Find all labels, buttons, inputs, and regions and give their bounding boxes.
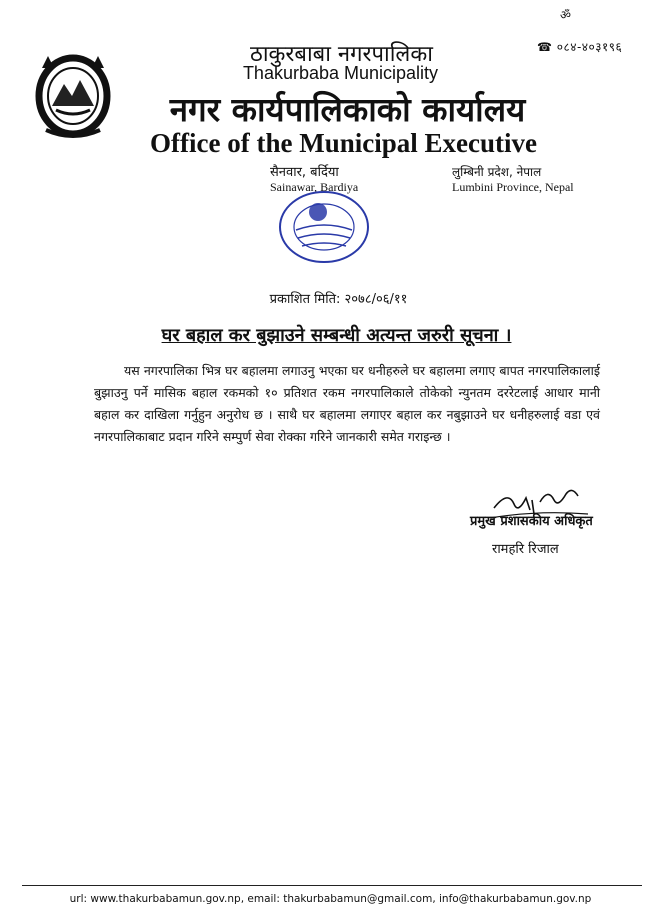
municipality-name-english: Thakurbaba Municipality xyxy=(242,63,439,83)
notice-body: यस नगरपालिका भित्र घर बहालमा लगाउनु भएका घर धनीहरुले घर बहालमा लगाए बापत नगरपालिकालाई बुझाउनु पर्ने मासिक बहाल रकमको १० प्रतिशत रकम नगरपालिकाले तोकेको न्युनतम दररेटलाई आधार मानी बहाल कर दाखिला गर्नुहुन अनुरोध छ । साथै घर बहालमा लगाएर बहाल कर नबुझाउने घर धनीहरुलाई वडा एवं नगरपालिकाबाट प्रदान गरिने सम्पुर्ण सेवा रोक्का गरिने जानकारी समेत गराइन्छ । xyxy=(94,363,600,444)
address-left-nepali: सैनवार, बर्दिया xyxy=(270,165,339,180)
signatory-title: प्रमुख प्रशासकीय अधिकृत xyxy=(470,514,593,529)
signatory-name: रामहरि रिजाल xyxy=(492,542,559,557)
official-seal-stamp xyxy=(278,190,370,264)
top-mark: ॐ xyxy=(560,8,571,22)
office-name-nepali: नगर कार्यपालिकाको कार्यालय xyxy=(169,90,526,129)
office-name-english: Office of the Municipal Executive xyxy=(150,128,537,158)
footer-contact: url: www.thakurbabamun.gov.np, email: thakurbabamun@gmail.com, info@thakurbabamun.gov.np xyxy=(69,893,592,905)
published-date: प्रकाशित मिति: २०७८/०६/११ xyxy=(269,292,408,307)
address-right-english: Lumbini Province, Nepal xyxy=(452,180,574,194)
address-right-nepali: लुम्बिनी प्रदेश, नेपाल xyxy=(452,165,542,179)
notice-title: घर बहाल कर बुझाउने सम्बन्धी अत्यन्त जरुरी सूचना । xyxy=(161,325,512,346)
municipality-name-nepali: ठाकुरबाबा नगरपालिका xyxy=(250,42,433,67)
footer-divider xyxy=(22,885,642,886)
phone-number: ☎ ०८४-४०३१९६ xyxy=(537,40,623,54)
address-left-english: Sainawar, Bardiya xyxy=(270,180,359,194)
